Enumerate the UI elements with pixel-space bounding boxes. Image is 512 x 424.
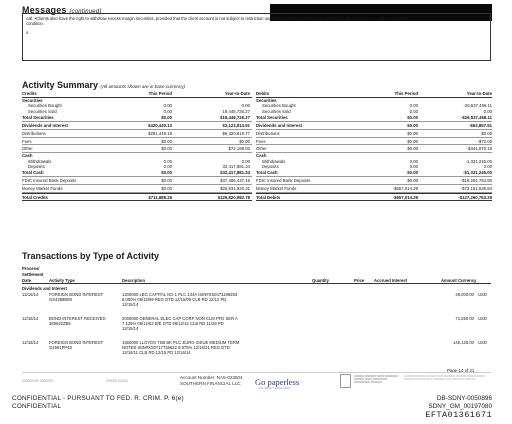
summary-row-label: Other: [256, 146, 267, 152]
transaction-description: [122, 292, 272, 308]
summary-row-this-period: $0.00: [161, 178, 172, 184]
summary-row-ytd: $72,198.00: [228, 146, 250, 152]
transaction-row: [22, 340, 491, 364]
messages-line-1: call. •Clients also have the right to withdraw excess margin securities, provided that the client account is not subject to restriction under Regulation T or that such withdrawal will not cause an under-margined: [26, 16, 407, 21]
summary-row-ytd: $3,123,814.91: [222, 122, 250, 128]
transaction-type-code: 369622ZB6: [49, 321, 71, 327]
transaction-description-line: 12/15/14: [122, 326, 139, 332]
header-process: Process/: [22, 266, 40, 271]
footer-small-code-2: 000000 00000: [106, 379, 128, 383]
transaction-date: 12/15/14: [22, 316, 39, 321]
summary-row-label: Other: [22, 146, 33, 152]
transaction-currency: USD: [478, 292, 487, 297]
transaction-amount: 146,125.00: [453, 340, 474, 345]
seal-text: 0000000 00000000 00000 000000000 0000000 00000 0000000000 00000000000 00000000: [354, 375, 398, 385]
transaction-description-line: NOTES ISIN#XS0717735622 9.875% 12/16/21 REG DTD: [122, 345, 230, 351]
credits-header-row: [22, 91, 252, 98]
summary-row-label: Distributions: [256, 130, 280, 136]
summary-row-label: Total Debits: [256, 194, 281, 200]
summary-row-label: Cash: [22, 153, 33, 159]
summary-row-label: Dividends and Interest: [22, 122, 69, 128]
summary-row: [256, 122, 492, 130]
summary-row-this-period: $0.00: [407, 178, 418, 184]
messages-title-text: Messages: [22, 5, 67, 15]
summary-row-this-period: $0.00: [407, 115, 418, 121]
account-name: SOUTHERN FINANCIAL LLC: [180, 381, 241, 386]
transaction-description-line: 12/15/14: [122, 302, 139, 308]
summary-row-ytd: -$1,331,245.00: [463, 170, 492, 176]
transactions-header: [22, 265, 491, 284]
confidential-label: CONFIDENTIAL: [12, 403, 62, 410]
debits-header-label: Debits: [256, 91, 270, 96]
transaction-date: 12/15/14: [22, 292, 39, 297]
summary-row-ytd: $126,820,982.78: [217, 194, 250, 200]
summary-row-ytd: 19,446,726.27: [222, 108, 250, 114]
summary-row: [22, 169, 252, 177]
summary-row-ytd: -$127,260,763.29: [458, 194, 492, 200]
summary-row: [22, 130, 252, 138]
messages-box: [22, 13, 491, 61]
summary-row-this-period: 0.00: [409, 103, 418, 109]
summary-row-this-period: $0.00: [407, 130, 418, 136]
credits-header-this-period: This Period: [148, 91, 172, 96]
summary-row-ytd: -$26,537,466.11: [460, 115, 492, 121]
transactions-body: [22, 286, 491, 364]
header-description: Description: [122, 278, 146, 283]
summary-row-this-period: $0.00: [407, 170, 418, 176]
summary-row-label: Securities Bought: [28, 103, 62, 109]
credits-header-ytd: Year-to-Date: [224, 91, 250, 96]
summary-row-this-period: 0.00: [409, 158, 418, 164]
bates-number-2: SDNY_GM_00197080: [428, 403, 492, 410]
summary-row-ytd: $19,446,726.27: [220, 115, 250, 121]
summary-row-label: Fees: [256, 138, 266, 144]
activity-summary-title-text: Activity Summary: [22, 80, 99, 90]
summary-row: [22, 177, 252, 185]
transaction-amount: 71,250.00: [455, 316, 474, 321]
summary-row-label: Total Securities: [22, 115, 54, 121]
summary-row-this-period: 0.00: [163, 158, 172, 164]
credits-header-label: Credits: [22, 91, 37, 96]
summary-row: [22, 114, 252, 122]
header-accrued-interest: Accrued Interest: [374, 278, 408, 283]
efta-number: EFTA01361671: [425, 410, 492, 420]
summary-row-ytd: $32,417,881.34: [220, 170, 250, 176]
footer-small-code-1: 000000000 0000000: [22, 379, 54, 383]
summary-row-ytd: -$19,264,784.80: [460, 178, 492, 184]
summary-row: [22, 138, 252, 146]
summary-row-label: Deposits: [28, 163, 45, 169]
page-number: Page 14 of 21: [447, 368, 475, 373]
summary-row-this-period: -$657,014.29: [392, 185, 418, 191]
summary-row: [22, 193, 252, 201]
transactions-title: Transactions by Type of Activity: [22, 251, 160, 261]
summary-row-label: FDIC Insured Bank Deposits: [256, 178, 311, 184]
transaction-type-name: FOREIGN BOND INTEREST: [49, 340, 104, 345]
summary-row-this-period: 0.00: [163, 108, 172, 114]
summary-row-label: Total Securities: [256, 115, 288, 121]
summary-row: [22, 122, 252, 130]
summary-row-this-period: 0.00: [163, 163, 172, 169]
summary-row-label: Deposits: [262, 163, 279, 169]
account-number: Account Number: NA5-023604: [180, 375, 243, 380]
summary-row: [256, 138, 492, 146]
header-date: Date: [22, 278, 32, 283]
summary-row-label: Money Market Funds: [256, 185, 297, 191]
header-settlement: Settlement: [22, 272, 44, 277]
summary-row-label: Securities: [22, 98, 43, 103]
credits-table: [22, 91, 252, 201]
transaction-currency: USD: [478, 340, 487, 345]
summary-row-label: Withdrawals: [262, 158, 286, 164]
transaction-type: [49, 316, 119, 326]
debits-table: [256, 91, 492, 201]
summary-row-ytd: 32,417,881.34: [222, 163, 250, 169]
transaction-description-line: 8.000% 06/15/99 REG DTD 12/15/09 CLB RD 12/12 PD: [122, 297, 227, 303]
summary-row-label: Securities: [256, 98, 277, 103]
transaction-description: [122, 316, 272, 332]
summary-row-this-period: 0.00: [409, 163, 418, 169]
summary-row-this-period: $711,889.26: [148, 194, 172, 200]
summary-row-label: Total Cash: [256, 170, 278, 176]
summary-row-label: Securities Sold: [262, 108, 291, 114]
summary-row-this-period: $0.00: [161, 146, 172, 152]
bates-number-1: DB-SDNY-0050896: [436, 395, 492, 402]
summary-row: [256, 185, 492, 193]
transaction-type-code: GS4358B08: [49, 297, 72, 303]
summary-row-this-period: $0.00: [161, 170, 172, 176]
go-paperless-subtitle: ASK ABOUT E-DELIVERY: [258, 386, 292, 390]
summary-row-label: Fees: [22, 138, 32, 144]
summary-row-this-period: $0.00: [407, 122, 418, 128]
summary-row-this-period: $0.00: [161, 138, 172, 144]
transaction-description-line: 1200000 LBG CAPITAL NO 1 PLC 144A ISIN#XS0471198283: [122, 292, 238, 297]
summary-row: [256, 193, 492, 201]
summary-row-ytd: 0.00: [483, 163, 492, 169]
summary-row-ytd: -26,537,466.11: [463, 103, 492, 109]
transaction-type-name: BOND INTEREST RECEIVED: [49, 316, 106, 321]
transaction-amount: 48,000.00: [455, 292, 474, 297]
activity-summary-note: (All amounts shown are in base currency): [100, 84, 186, 89]
transaction-description-line: 1550000 LLOYDS TSB BK PLC EURO ISSUE MEDIUM TERM: [122, 340, 240, 345]
summary-row: [256, 169, 492, 177]
summary-row-ytd: $6,320,818.77: [222, 130, 250, 136]
debits-header-row: [256, 91, 492, 98]
summary-row-this-period: $0.00: [161, 185, 172, 191]
summary-row-label: Securities Sold: [28, 108, 57, 114]
summary-row: [256, 130, 492, 138]
transaction-currency: USD: [478, 316, 487, 321]
transaction-description-line: 2000000 GENERAL ELEC CAP CORP NON CLM PFD SER A: [122, 316, 238, 321]
transaction-date: 12/16/14: [22, 340, 39, 345]
summary-row-ytd: -1,331,245.00: [465, 158, 492, 164]
transaction-row: [22, 316, 491, 340]
summary-row-this-period: $420,440.13: [148, 122, 172, 128]
summary-row-label: Withdrawals: [28, 158, 52, 164]
transaction-description-line: 12/16/11 CLB RD 12/15 PD 12/16/14: [122, 350, 191, 356]
summary-row: [256, 114, 492, 122]
summary-row-label: FDIC Insured Bank Deposits: [22, 178, 77, 184]
footer-divider: [22, 372, 491, 373]
debits-header-ytd: Year-to-Date: [466, 91, 492, 96]
messages-line-2: condition.: [26, 21, 44, 27]
summary-row-this-period: 0.00: [409, 108, 418, 114]
header-price: Price: [354, 278, 365, 283]
transaction-type: [49, 292, 119, 302]
messages-continued: (continued): [69, 9, 102, 15]
summary-row-label: Securities Bought: [262, 103, 296, 109]
summary-row-this-period: $0.00: [407, 146, 418, 152]
summary-row-label: Total Credits: [22, 194, 48, 200]
summary-row-ytd: $0.00: [481, 130, 492, 136]
summary-row-ytd: -$63,857.51: [469, 122, 492, 128]
summary-row-this-period: $0.00: [407, 138, 418, 144]
summary-row-ytd: 0.00: [241, 158, 250, 164]
header-activity-type: Activity Type: [49, 278, 75, 283]
transaction-description: [122, 340, 272, 356]
go-paperless-logo: Go paperless: [255, 377, 300, 387]
summary-row: [22, 185, 252, 193]
messages-tail: o: [26, 29, 29, 35]
account-info: [180, 375, 243, 387]
header-quantity: Quantity: [312, 278, 329, 283]
summary-row: [256, 177, 492, 185]
summary-row-ytd: 0.00: [483, 108, 492, 114]
footer-fine-print: 00000000 00000000 00000000 00000 000000000 00000000 0000000 0000000 000000000 00000000 00000 000000000 0000 0000000000 00000000: [404, 376, 486, 381]
header-amount-currency: Amount Currency: [441, 278, 477, 283]
summary-row-label: Distributions: [22, 130, 46, 136]
transaction-description-line: 7.125% 06/12/62 B/E DTD 06/12/12 CLB RD 11/28 PD: [122, 321, 224, 327]
summary-row-this-period: $0.00: [161, 115, 172, 121]
summary-row: [256, 145, 492, 153]
transaction-type-code: G4591PP48: [49, 345, 72, 351]
summary-row-label: Money Market Funds: [22, 185, 63, 191]
confidential-notice: CONFIDENTIAL - PURSUANT TO FED. R. CRIM. P. 6(e): [12, 395, 184, 402]
seal-icon: [340, 374, 351, 388]
summary-row-ytd: $37,486,437.16: [220, 178, 250, 184]
debits-header-this-period: This Period: [394, 91, 418, 96]
summary-row-ytd: $25,931,920.31: [220, 185, 250, 191]
summary-row-this-period: 0.00: [163, 103, 172, 109]
transaction-type: [49, 340, 119, 350]
summary-row-label: Dividends and Interest: [256, 122, 303, 128]
summary-row-ytd: 0.00: [241, 103, 250, 109]
summary-row-label: Cash: [256, 153, 267, 159]
activity-summary-title: [22, 80, 185, 90]
summary-row: [22, 145, 252, 153]
summary-row-this-period: -$657,014.29: [392, 194, 418, 200]
summary-row-label: Total Cash: [22, 170, 44, 176]
summary-row-this-period: $291,449.19: [148, 130, 172, 136]
transaction-category: Dividends and Interest: [22, 286, 67, 291]
summary-row-ytd: $0.00: [239, 138, 250, 144]
summary-row-ytd: -$441,870.19: [466, 146, 492, 152]
transaction-type-name: FOREIGN BOND INTEREST: [49, 292, 104, 297]
summary-row-ytd: -$72.00: [477, 138, 492, 144]
summary-row-ytd: -$73,151,535.84: [460, 185, 492, 191]
transaction-row: [22, 292, 491, 316]
